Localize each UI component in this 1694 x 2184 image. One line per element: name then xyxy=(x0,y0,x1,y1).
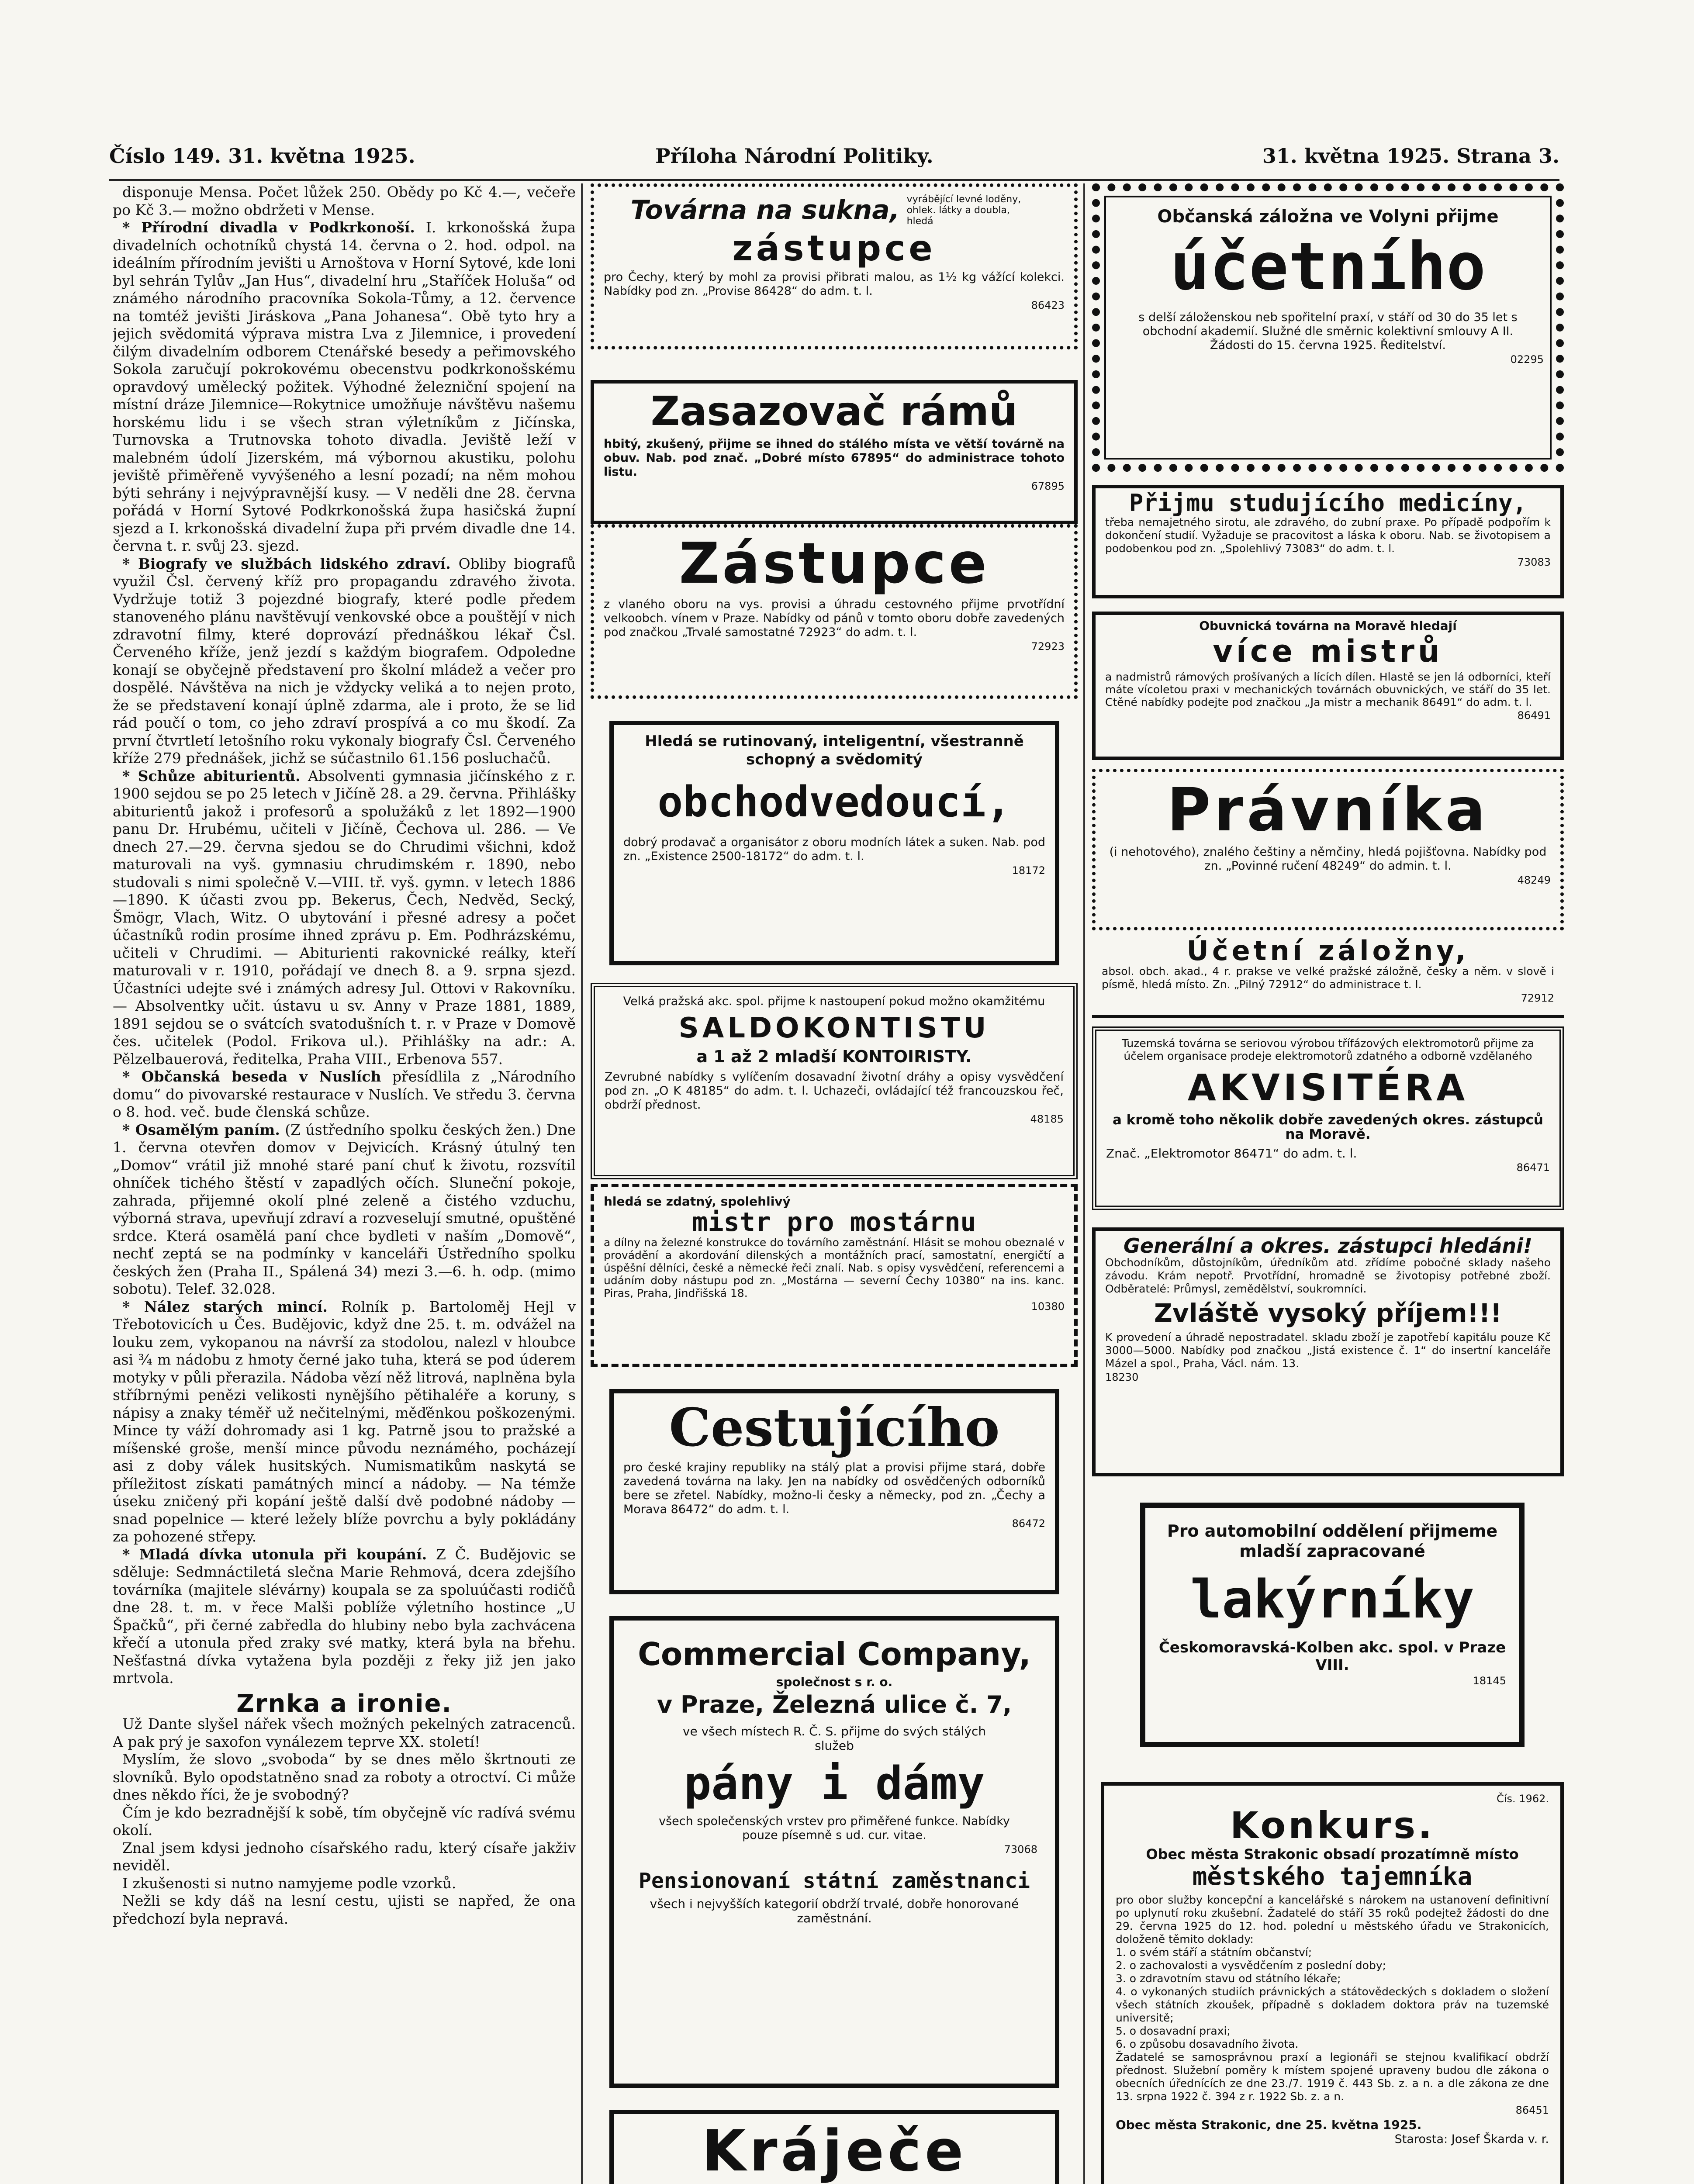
ad-akvisitera xyxy=(1092,1026,1564,1210)
konkurs-signature: Obec města Strakonic, dne 25. května 1925. xyxy=(1116,2117,1422,2132)
ad-intro: hledá se zdatný, spolehlivý xyxy=(604,1194,791,1209)
header-publication: Příloha Národní Politiky. xyxy=(655,144,933,168)
ad-code: 18145 xyxy=(1473,1675,1506,1687)
ad-code: 72923 xyxy=(1031,640,1065,653)
ad-body: s delší záloženskou neb spořitelní praxí, v stáří od 30 do 35 let s obchodní akademií. Služné dle směrnic kolektivní smlouvy A II. Žádosti do 15. června 1925. Ředitelství. xyxy=(1138,310,1518,352)
konkurs-item: 3. o zdravotním stavu od státního lékaře; xyxy=(1116,1972,1341,1985)
ad-body: absol. obch. akad., 4 r. prakse ve velké pražské záložně, česky a něm. v slově i písmě, hledá místo. Zn. „Pilný 72912“ do administrace t. l. xyxy=(1102,965,1554,991)
ad-mistru xyxy=(1092,612,1564,760)
ad-code: 86423 xyxy=(1031,299,1065,311)
konkurs-body-2: Žadatelé se samosprávnou praxí a legionáři se stejnou kvalifikací obdrží přednost. Služební poměry k místem spojené upraveny budou dle zákona o obecních úřednících ze dne 23./7. 1919 č. 443 Sb. z. a n. a dle zákona ze dne 13. srpna 1922 č. 394 z r. 1922 Sb. z. a n. xyxy=(1116,2050,1549,2103)
ad-headline: Právníka xyxy=(1167,776,1489,845)
ad-code: 86471 xyxy=(1516,1161,1550,1174)
ad-intro: Obuvnická továrna na Moravě hledají xyxy=(1199,619,1457,633)
ad-code: 18172 xyxy=(1012,864,1045,877)
ad-title: městského tajemníka xyxy=(1192,1863,1473,1891)
ad-intro: Hledá se rutinovaný, inteligentní, všestranně schopný a svědomitý xyxy=(645,733,1024,768)
konkurs-mayor: Starosta: Josef Škarda v. r. xyxy=(1394,2132,1549,2146)
ad-ucetni-zalozny xyxy=(1092,935,1564,1018)
konkurs-number: Čís. 1962. xyxy=(1497,1793,1549,1805)
ad-body: z vlaného oboru na vys. provisi a úhradu cestovného přijme prvotřídní velkoobch. vínem v Praze. Nabídky od pánů v tomto oboru dobře zavedených pod značkou „Trvalé samostatné 72923“ do adm. t. l. xyxy=(604,598,1065,639)
ad-company-type: společnost s r. o. xyxy=(776,1674,893,1689)
ad-headline: lakýrníky xyxy=(1190,1569,1475,1630)
ad-headline: Účetní záložny, xyxy=(1186,935,1469,967)
ad-tovarna xyxy=(591,183,1078,349)
news-item: * Nález starých mincí. Rolník p. Bartoloměj Hejl v Třebotovicích u Čes. Budějovic, když dne 25. t. m. odvážel na louku zem, vykopanou na návrší za stodolou, nalezl v hloubce asi ¾ m nádobu z hmoty černé jako tuha, která se pod úderem motyky v půli přerazila. Nádoba vězí něž litrová, naplněna byla stříbrnými penězi velikosti nynějšího pětihaléře a koruny, s nápisy a znaky téměř už nečitelnými, měďěnkou poškozenými. Mince ty váží dohromady asi 1 kg. Patrně jsou to pražské a míšenské groše, menší mince původu neznámého, pocházejí asi z doby válek husitských. Numismatikům naskytá se příležitost získati památných mincí a nádoby. — Na témže úseku zničený při kopání ještě další dvě podobné nádoby — snad popelnice — které ležely blíže povrchu a byly pokládány za pohozené střepy. xyxy=(113,1298,576,1545)
aphorism: Už Dante slyšel nářek všech možných pekelných zatracenců. A pak prý je saxofon vynálezem teprve XX. století! xyxy=(113,1715,576,1750)
feuilleton-title: Zrnka a ironie. xyxy=(236,1689,452,1718)
ad-side-text: vyrábějící levné loděny, ohlek. látky a doubla, hledá xyxy=(906,194,1021,227)
news-item: * Přírodní divadla v Podkrkonoší. I. krkonošská župa divadelních ochotníků chystá 14. června o 2. hod. odpol. na ideálním přírodním jevišti u Arnoštova v Horní Sytové, kde loni byl sehrán Tylův „Jan Hus“, divadelní hru „Staříček Holuša“ od známého národního pracovníka Sokola-Tůmy, a 12. července na tomtéž jevišti Jiráskova „Pana Johanesa“. Obě tyto hry a jejich svědomitá výprava mistra Lva z Jilemnice, i provedení čilým divadelním odborem Ctenářské besedy a peřimovského Sokola zaručují pokrokovému obecenstvu podkrkonošskému opravdový umělecký požitek. Výhodné železniční spojení na místní dráze Jilemnice—Rokytnice umožňuje návštěvu našemu horskému lidu i se všech stran výletníkům z Jičínska, Turnovska a Trutnovska tohoto divadla. Jeviště leží v malebném údolí Jizerském, má výbornou akustiku, polohu jeviště přiměřeně vyvýšeného a lesní pozadí; na něm mohou býti sehrány i nejvýpravnější kusy. — V neděli dne 28. června pořádá v Horní Sytové Podkrkonošská župa hasičská župní sjezd a I. krkonošská divadelní župa při prvém divadle dne 14. června t. r. svůj 23. sjezd. xyxy=(113,219,576,554)
ad-address: v Praze, Železná ulice č. 7, xyxy=(657,1690,1012,1718)
ad-headline: SALDOKONTISTU xyxy=(678,1012,990,1044)
ad-headline: pány i dámy xyxy=(684,1757,985,1811)
ad-zalozna xyxy=(1092,183,1564,472)
konkurs-body: pro obor služby koncepční a kancelářské s nárokem na ustanovení definitivní po uplynutí roku zkušební. Žadatelé do stáří 35 roků podejtež žádosti do dne 29. června 1925 do 12. hod. polední u městského úřadu ve Strakonicích, doloženě těmito doklady: xyxy=(1116,1893,1549,1946)
ad-headline: Kráječe xyxy=(702,2118,967,2184)
konkurs-item: 1. o svém stáří a státním občanství; xyxy=(1116,1946,1312,1959)
ad-code: 72912 xyxy=(1521,992,1554,1005)
ad-intro: Tuzemská továrna se seriovou výrobou třífázových elektromotorů přijme za účelem organisace prodeje elektromotorů zdatného a odborně vzdělaného xyxy=(1121,1037,1535,1062)
ad-body: (i nehotového), znalého češtiny a němčiny, hledá pojišťovna. Nabídky pod zn. „Povinné ručení 48249“ do admin. t. l. xyxy=(1109,845,1547,873)
ad-zastupce xyxy=(591,524,1078,699)
ad-obchodvedouci xyxy=(609,721,1059,965)
ad-headline: více mistrů xyxy=(1213,633,1443,669)
ad-code: 18230 xyxy=(1105,1371,1139,1384)
ad-headline: Továrna na sukna, xyxy=(630,195,900,225)
ad-commercial xyxy=(609,1616,1059,2088)
ad-cestujiciho xyxy=(609,1389,1059,1594)
ad-headline: obchodvedoucí, xyxy=(657,778,1011,826)
news-item: * Schůze abiturientů. Absolventi gymnasia jičínského z r. 1900 sejdou se po 25 letech v Jičíně 28. a 29. června. Přihlášky abiturientů jakož i profesorů a spolužáků z let 1892—1900 panu Dr. Hrubému, učiteli v Jičíně, Čechova ul. 286. — Ve dnech 27.—29. června sjedou se do Chrudimi všichni, kdož maturovali na vyš. gymnasiu chrudimském r. 1890, nebo studovali s nimi společně V.—VIII. tř. vyš. gymn. v letech 1886—1890. K účasti zvou pp. Bekerus, Čech, Nedvěd, Secký, Šmögr, Vlach, Witz. O ubytování i přesné adresy a počet účastníků rodin prosíme ihned zprávu p. Em. Podhrázskému, učiteli v Chrudimi. — Abiturienti rakovnické reálky, kteří maturovali v r. 1910, pořádají ve dnech 8. a 9. srpna sjezd. Účastníci udejte své i známých adresy Jul. Ottovi v Rakovníku. — Absolventky učit. ústavu u sv. Anny v Praze 1881, 1889, 1891 sejdou se o svátcích svatodušních t. r. v Praze v Domově čes. učitelek (Podol. Frikova ul.). Přihlášky na adr.: A. Pělzelbauerová, ředitelka, Praha VIII., Erbenova 557. xyxy=(113,767,576,1068)
column-divider xyxy=(581,183,583,2184)
ad-body: Českomoravská-Kolben akc. spol. v Praze VIII. xyxy=(1158,1639,1506,1674)
news-item: * Mladá dívka utonula při koupání. Z Č. Budějovic se sděluje: Sedmnáctiletá slečna Marie Rehmová, dcera zdejšího továrníka (majitele slévárny) koupala se za spoluúčasti rodičů dne 28. t. m. v řece Malši poblíže výletního hostince „U Špačků“, při černé zabředla do hlubiny nebo byla zachvácena křečí a utonula před zraky své matky, která byla na břehu. Nešťastná dívka vytažena byla později z řeky již jen jako mrtvola. xyxy=(113,1545,576,1686)
ad-footer-text: všech i nejvyšších kategorií obdrží trvalé, dobře honorované zaměstnání. xyxy=(650,1896,1019,1925)
konkurs-item: 4. o vykonaných studiích právnických a státovědeckých s dokladem o složení všech státních zkoušek, případně s dokladem doktora práv na tuzemské universitě; xyxy=(1116,1985,1549,2024)
ad-body: třeba nemajetného sirotu, ale zdravého, do zubní praxe. Po případě podpořím k dokončení studií. Vyžaduje se pracovitost a láska k oboru. Nab. se životopisem a podobenkou pod zn. „Spolehlivý 73083“ do adm. t. l. xyxy=(1105,515,1551,555)
ad-medicina xyxy=(1092,485,1564,598)
ad-body: a dílny na železné konstrukce do továrního zaměstnání. Hlásit se mohou obeznalé v provádění a akordování dilenských a montážních prací, samostatní, energičtí a úspěšní dělníci, české a německé řeči znalí. Nab. s opisy vysvědčení, referencemi a udáním doby nástupu pod zn. „Mostárna — severní Čechy 10380“ na ins. kanc. Piras, Praha, Jindřišská 18. xyxy=(604,1236,1065,1299)
aphorism: Nežli se kdy dáš na lesní cestu, ujisti se napřed, že ona předchozí byla nepravá. xyxy=(113,1892,576,1927)
ad-headline: AKVISITÉRA xyxy=(1187,1066,1469,1109)
ad-code: 48249 xyxy=(1517,874,1551,886)
ad-body: hbitý, zkušený, přijme se ihned do stálého místa ve větší továrně na obuv. Nab. pod znač. „Dobré místo 67895“ do administrace tohoto listu. xyxy=(604,437,1065,479)
ad-mistr xyxy=(591,1184,1078,1367)
news-item: * Občanská beseda v Nuslích přesídlila z „Národního domu“ do pivovarské restaurace v Nuslích. Ve středu 3. června o 8. hod. več. bude členská schůze. xyxy=(113,1068,576,1120)
aphorism: I zkušenosti si nutno namyjeme podle vzorků. xyxy=(122,1874,456,1892)
ad-code: 73068 xyxy=(1004,1843,1037,1856)
ad-body: Zevrubné nabídky s vylíčením dosavadní životní dráhy a opisy vysvědčení pod zn. „O K 48185“ do adm. t. l. Uchazeči, ovládající též francouzskou řeč, obdrží přednost. xyxy=(605,1070,1064,1112)
ad-subheadline: Zvláště vysoký příjem!!! xyxy=(1154,1298,1502,1328)
news-item: * Osamělým paním. (Z ústředního spolku českých žen.) Dne 1. června otevřen domov v Dejvicích. Krásný útulný ten „Domov“ vrátil již mnohé staré paní chuť k životu, rozsvítil ohníček tichého štěstí v zapadlých očích. Sluneční pokoje, zahrada, přijemné okolí plné zeleně a čistého vzduchu, výborná strava, upevňují zdraví a rozveselují smutné, opuštěné srdce. Která osamělá paní chce bydleti v naším „Domově“, nechť zeptá se na podmínky v kanceláři Ústředního spolku českých žen (Praha II., Spálená 34) mezi 3.—6. h. odp. (mimo sobotu). Telef. 32.028. xyxy=(113,1121,576,1297)
ad-headline: mistr pro mostárnu xyxy=(692,1207,976,1237)
ad-code: 86451 xyxy=(1515,2104,1549,2116)
konkurs-item: 5. o dosavadní praxi; xyxy=(1116,2024,1231,2037)
news-column xyxy=(113,183,576,2184)
ad-code: 67895 xyxy=(1031,480,1065,492)
column-divider xyxy=(1083,183,1085,2184)
aphorism: Myslím, že slovo „svoboda“ by se dnes mělo škrtnouti ze slovníků. Bylo opodstatněno snad za roboty a otroctví. Ci může dnes někdo říci, že je svobodný? xyxy=(113,1751,576,1803)
ad-footer: Pensionovaní státní zaměstnanci xyxy=(639,1869,1030,1894)
ad-body: pro české krajiny republiky na stálý plat a provisi přijme stará, dobře zavedená továrna na laky. Jen na nabídky od osvědčených odborníků bere se zřetel. Nabídky, možno-li česky a německy, pod zn. „Čechy a Morava 86472“ do adm. t. l. xyxy=(623,1461,1045,1516)
ad-subheadline: a kromě toho několik dobře zavedených okres. zástupců na Moravě. xyxy=(1112,1112,1544,1143)
page-header xyxy=(109,144,1559,175)
ad-saldokontista xyxy=(591,983,1078,1179)
aphorism: Čím je kdo bezradnější k sobě, tím obyčejně víc radívá svému okolí. xyxy=(113,1804,576,1838)
ad-zasazovac xyxy=(591,380,1078,524)
header-rule xyxy=(109,179,1559,181)
ad-body: Znač. „Elektromotor 86471“ do adm. t. l. xyxy=(1106,1146,1357,1161)
ad-intro: Velká pražská akc. spol. přijme k nastoupení pokud možno okamžitému xyxy=(623,995,1045,1008)
ad-body: a nadmistrů rámových prošívaných a lících dílen. Hlastě se jen lá odborníci, kteří máte vícoletou praxi v mechanických továrnách obuvnických, ve stáří do 35 let. Ctěné nabídky podejte pod značkou „Ja mistr a mechanik 86491“ do adm. t. l. xyxy=(1105,670,1551,708)
ad-company: Commercial Company, xyxy=(638,1636,1031,1673)
ad-intro: Občanská záložna ve Volyni přijme xyxy=(1157,207,1499,227)
ad-intro: Pro automobilní oddělení přijmeme mladší zapracované xyxy=(1167,1521,1498,1561)
ad-line: ve všech místech R. Č. S. přijme do svých stálých služeb xyxy=(682,1724,986,1753)
ad-body: všech společenských vrstev pro přiměřené funkce. Nabídky pouze písemně s ud. cur. vitae. xyxy=(659,1814,1010,1842)
ad-title: zástupce xyxy=(732,228,936,269)
ad-subheadline: a 1 až 2 mladší KONTOIRISTY. xyxy=(696,1047,972,1067)
ad-code: 10380 xyxy=(1031,1300,1065,1313)
ad-code: 02295 xyxy=(1510,353,1544,366)
ad-code: 48185 xyxy=(1030,1113,1064,1126)
header-page: 31. května 1925. Strana 3. xyxy=(1262,144,1559,168)
konkurs-item: 2. o zachovalosti a vysvědčením z poslední doby; xyxy=(1116,1959,1386,1972)
aphorism: Znal jsem kdysi jednoho císařského radu, který císaře jakživ neviděl. xyxy=(113,1839,576,1874)
ad-headline: Zástupce xyxy=(679,531,989,596)
ad-headline: Cestujícího xyxy=(669,1397,1000,1458)
ad-headline: Konkurs. xyxy=(1230,1804,1435,1847)
ad-generalni xyxy=(1092,1227,1564,1476)
news-item: disponuje Mensa. Počet lůžek 250. Obědy po Kč 4.—, večeře po Kč 3.— možno obdržeti v Mense. xyxy=(113,183,576,218)
ad-headline: Přijmu studujícího medicíny, xyxy=(1129,489,1527,517)
header-issue: Číslo 149. 31. května 1925. xyxy=(109,144,415,168)
ad-code: 73083 xyxy=(1517,556,1551,568)
ad-code: 86472 xyxy=(1012,1517,1045,1530)
ad-pravnika xyxy=(1092,769,1564,930)
news-item: * Biografy ve službách lidského zdraví. Obliby biografů využil Čsl. červený kříž pro propagandu zdravého života. Vydržuje totiž 3 pojezdné biografy, které podle předem stanoveného plánu navštěvují venkovské obce a pouštějí v nich zdravotní filmy, které doprovází přednáškou lékař Čsl. Červeného kříže, jenž jezdí s každým biografem. Odpoledne konají se obyčejně představení pro školní mládež a večer pro dospělé. Návštěva na nich je vždycky veliká a to nejen proto, že se představení konají úplně zdarma, ale i proto, že se lid rád poučí o tom, co jeho zdraví prospívá a co mu škodí. Za první čtvrtletí letošního roku vykonaly biografy Čsl. Červeného kříže 279 přednášek, jichž se súčastnilo 61.156 posluchačů. xyxy=(113,555,576,767)
konkurs-item: 6. o způsobu dosavadního života. xyxy=(1116,2037,1299,2050)
ad-lakyrnik xyxy=(1140,1503,1525,1747)
ad-krajece xyxy=(609,2110,1059,2184)
ad-body: Obchodníkům, důstojníkům, úředníkům atd. zřídíme pobočné sklady našeho závodu. Krám nepotř. Prvotřídní, hromadně se životopisy potřebné zboží. Odběratelé: Průmysl, zemědělství, soukromníci. xyxy=(1105,1256,1551,1296)
ad-intro: Obec města Strakonic obsadí prozatímně místo xyxy=(1146,1846,1519,1863)
ad-headline: Zasazovač rámů xyxy=(650,388,1018,435)
ad-headline: Generální a okres. zástupci hledáni! xyxy=(1123,1234,1532,1258)
ad-body-2: K provedení a úhradě nepostradatel. skladu zboží je zapotřebí kapitálu pouze Kč 3000—5000. Nabídky pod značkou „Jistá existence č. 1“ do insertní kanceláře Mázel a spol., Praha, Václ. nám. 13. xyxy=(1105,1331,1551,1370)
ad-body: pro Čechy, který by mohl za provisi přibrati malou, as 1½ kg vážící kolekci. Nabídky pod zn. „Provise 86428“ do adm. t. l. xyxy=(604,270,1065,298)
ad-konkurs xyxy=(1101,1782,1564,2184)
ad-headline: účetního xyxy=(1170,229,1486,305)
ad-code: 86491 xyxy=(1517,709,1551,722)
ad-body: dobrý prodavač a organisátor z oboru modních látek a suken. Nab. pod zn. „Existence 2500-18172“ do adm. t. l. xyxy=(623,835,1045,863)
